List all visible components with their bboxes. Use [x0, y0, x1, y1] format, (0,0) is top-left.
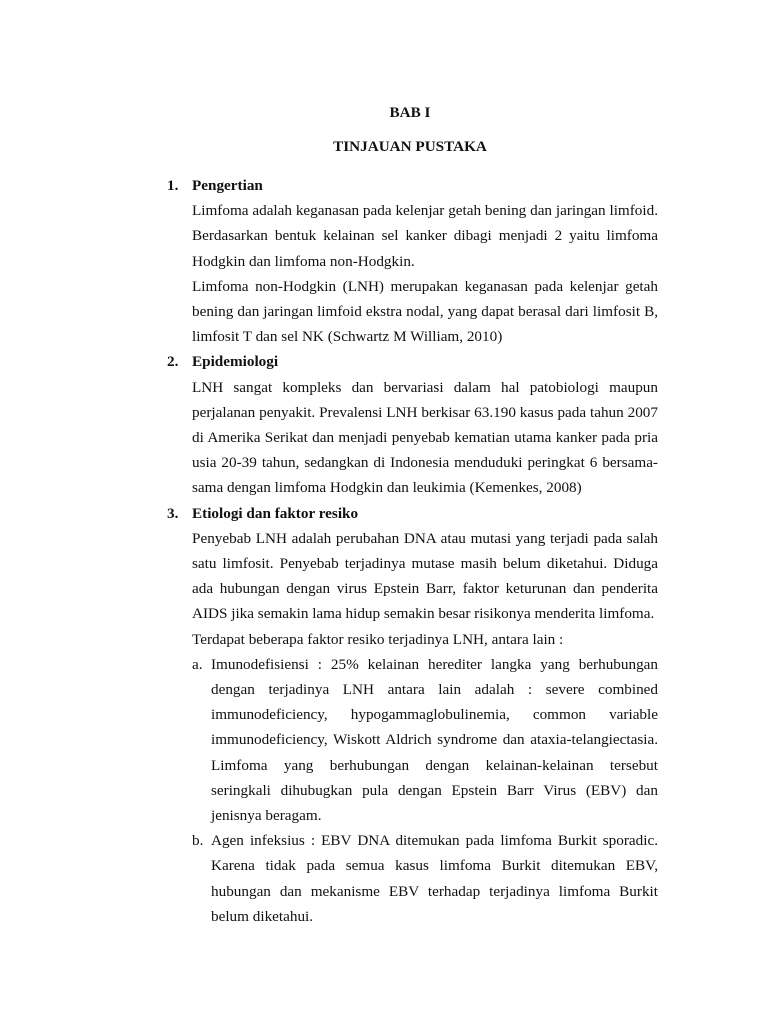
section-heading: Etiologi dan faktor resiko — [192, 504, 359, 522]
section-number: 2. — [167, 353, 179, 371]
list-item-text: Imunodefisiensi : 25% kelainan herediter langka yang berhubungan dengan terjadinya LNH antara lain adalah : severe combined immunodeficiency, hypogammaglobulinemia, common variable immunodeficiency, Wiskott Aldrich syndrome dan ataxia-telangiectasia. Limfoma yang berhubungan dengan kelainan-kelainan tersebut seringkali dihubugkan pula dengan Epstein Barr Virus (EBV) dan jenisnya beragam. — [211, 655, 658, 825]
paragraph: Limfoma non-Hodgkin (LNH) merupakan keganasan pada kelenjar getah bening dan jaringan limfoid ekstra nodal, yang dapat berasal dari limfosit B, limfosit T dan sel NK (Schwartz M William, 2010) — [192, 277, 658, 346]
paragraph: Penyebab LNH adalah perubahan DNA atau mutasi yang terjadi pada salah satu limfosit. Penyebab terjadinya mutase masih belum diketahui. Diduga ada hubungan dengan virus Epstein Barr, faktor keturunan dan penderita AIDS jika semakin lama hidup semakin besar risikonya menderita limfoma. — [192, 529, 658, 623]
section-pengertian — [167, 173, 658, 349]
section-number: 3. — [167, 504, 179, 522]
section-etiologi — [167, 501, 658, 929]
list-item-letter: a. — [192, 655, 203, 673]
chapter-title: TINJAUAN PUSTAKA — [333, 138, 487, 155]
list-item-letter: b. — [192, 832, 204, 850]
section-epidemiologi — [167, 349, 658, 500]
section-number: 1. — [167, 177, 179, 194]
list-item — [192, 652, 658, 828]
list-item-text: Agen infeksius : EBV DNA ditemukan pada limfoma Burkit sporadic. Karena tidak pada semua kasus limfoma Burkit ditemukan EBV, hubungan dan mekanisme EBV terhadap terjadinya limfoma Burkit belum diketahui. — [211, 832, 658, 925]
section-heading: Pengertian — [192, 177, 263, 194]
section-heading: Epidemiologi — [192, 353, 279, 371]
document-body — [167, 173, 658, 929]
paragraph: LNH sangat kompleks dan bervariasi dalam hal patobiologi maupun perjalanan penyakit. Prevalensi LNH berkisar 63.190 kasus pada tahun 2007 di Amerika Serikat dan menjadi penyebab kematian utama kanker pada pria usia 20-39 tahun, sedangkan di Indonesia menduduki peringkat 6 bersama-sama dengan limfoma Hodgkin dan leukimia (Kemenkes, 2008) — [192, 378, 658, 497]
paragraph: Terdapat beberapa faktor resiko terjadinya LNH, antara lain : — [192, 630, 564, 648]
paragraph: Limfoma adalah keganasan pada kelenjar getah bening dan jaringan limfoid. Berdasarkan bentuk kelainan sel kanker dibagi menjadi 2 yaitu limfoma Hodgkin dan limfoma non-Hodgkin. — [192, 202, 658, 270]
list-item — [192, 828, 658, 929]
chapter-label: BAB I — [389, 104, 431, 121]
